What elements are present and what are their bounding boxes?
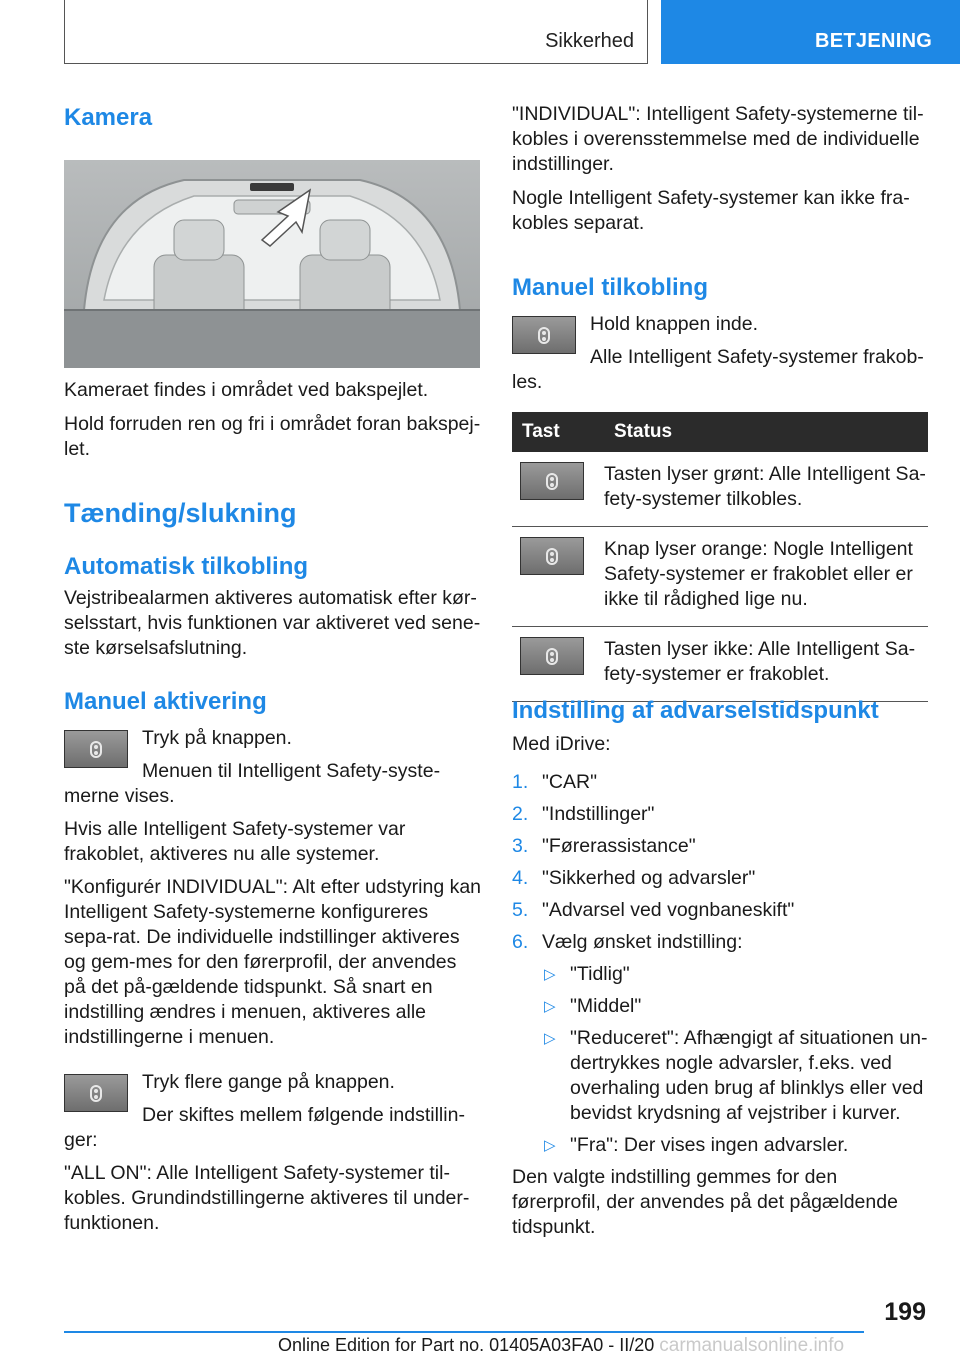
list-item bbox=[512, 770, 928, 795]
manuel-p1: Tryk på knappen. bbox=[142, 727, 292, 749]
manuel-repeat-block bbox=[64, 1070, 482, 1236]
table-row bbox=[512, 452, 928, 527]
list-item bbox=[542, 1133, 928, 1158]
list-item bbox=[512, 898, 928, 923]
automatisk-paragraph: Vejstribealarmen aktiveres automatisk efter kør-selsstart, hvis funktionen var aktiveret ved sene-ste kørselsafslutning. bbox=[64, 587, 481, 659]
final-paragraph: Den valgte indstilling gemmes for den førerprofil, der anvendes på det pågældende tidspunkt. bbox=[512, 1166, 898, 1238]
footer-divider bbox=[64, 1331, 864, 1333]
manuel-p4: "Konfigurér INDIVIDUAL": Alt efter udstyring kan Intelligent Safety-systemerne konfigureres sepa-rat. De individuelle indstillinger aktiveres og gem-mes for den førerprofil, der anvendes på det på-gældende tidspunkt. Så snart en indstilling ændres i menuen, aktiveres alle indstillingerne i menuen. bbox=[64, 876, 482, 1048]
safety-icon bbox=[90, 741, 102, 758]
list-item bbox=[512, 834, 928, 859]
camera-location-illustration bbox=[64, 160, 480, 368]
safety-button-image bbox=[520, 462, 584, 500]
manuel-p7: "ALL ON": Alle Intelligent Safety-systemer til-kobles. Grundindstillingerne aktiveres til under-funktionen. bbox=[64, 1162, 470, 1234]
step-number: 2. bbox=[512, 803, 529, 825]
page-number: 199 bbox=[884, 1298, 926, 1326]
idrive-intro: Med iDrive: bbox=[512, 733, 611, 755]
heading-taending: Tænding/slukning bbox=[64, 498, 297, 528]
tilkobling-block bbox=[512, 312, 928, 395]
step-text: "CAR" bbox=[542, 771, 598, 793]
heading-manuel-aktivering: Manuel aktivering bbox=[64, 688, 267, 715]
triangle-bullet-icon: ▷ bbox=[544, 1137, 556, 1154]
option-list bbox=[542, 962, 928, 1158]
kamera-paragraph-1: Kameraet findes i området ved bakspejlet. bbox=[64, 379, 429, 401]
safety-button-image bbox=[512, 316, 576, 354]
manuel-p2: Menuen til Intelligent Safety-syste-merne vises. bbox=[64, 760, 441, 807]
manuel-aktivering-block bbox=[64, 726, 482, 1050]
table-row bbox=[512, 527, 928, 627]
chapter-tab: BETJENING bbox=[661, 0, 960, 64]
heading-indstilling: Indstilling af advarselstidspunkt bbox=[512, 697, 879, 724]
section-title: Sikkerhed bbox=[545, 30, 634, 52]
triangle-bullet-icon: ▷ bbox=[544, 1030, 556, 1047]
list-item bbox=[542, 962, 928, 987]
individual-paragraph: "INDIVIDUAL": Intelligent Safety-systemerne til-kobles i overensstemmelse med de individuelle indstillinger. bbox=[512, 103, 924, 175]
manuel-p6: Der skiftes mellem følgende indstillin-ger: bbox=[64, 1104, 465, 1151]
triangle-bullet-icon: ▷ bbox=[544, 998, 556, 1015]
step-number: 4. bbox=[512, 867, 529, 889]
separat-paragraph: Nogle Intelligent Safety-systemer kan ikke fra-kobles separat. bbox=[512, 187, 910, 234]
step-text: "Indstillinger" bbox=[542, 803, 655, 825]
tilkobling-p1: Hold knappen inde. bbox=[590, 313, 759, 335]
settings-steps-list bbox=[512, 770, 928, 1165]
edition-text: Online Edition for Part no. 01405A03FA0 - II/20 bbox=[278, 1335, 655, 1355]
heading-kamera: Kamera bbox=[64, 104, 153, 131]
safety-button-image bbox=[520, 537, 584, 575]
list-item bbox=[542, 994, 928, 1019]
option-text: "Tidlig" bbox=[570, 963, 630, 985]
safety-button-image bbox=[64, 730, 128, 768]
safety-button-image bbox=[520, 637, 584, 675]
option-text: "Middel" bbox=[570, 995, 642, 1017]
footer-text bbox=[278, 1335, 844, 1357]
step-text: Vælg ønsket indstilling: bbox=[542, 931, 743, 953]
table-cell-button bbox=[512, 627, 604, 702]
tilkobling-p2: Alle Intelligent Safety-systemer frakob-les. bbox=[512, 346, 924, 393]
table-cell-status: Tasten lyser grønt: Alle Intelligent Sa-fety-systemer tilkobles. bbox=[604, 452, 928, 527]
safety-icon bbox=[546, 548, 558, 565]
manuel-p5: Tryk flere gange på knappen. bbox=[142, 1071, 395, 1093]
step-text: "Sikkerhed og advarsler" bbox=[542, 867, 756, 889]
table-row bbox=[512, 627, 928, 702]
list-item bbox=[512, 930, 928, 1158]
table-cell-status: Tasten lyser ikke: Alle Intelligent Sa-fety-systemer er frakoblet. bbox=[604, 627, 928, 702]
step-number: 6. bbox=[512, 931, 529, 953]
safety-button-image bbox=[64, 1074, 128, 1112]
list-item bbox=[512, 866, 928, 891]
watermark-text: carmanualsonline.info bbox=[659, 1335, 845, 1356]
step-text: "Advarsel ved vognbaneskift" bbox=[542, 899, 795, 921]
triangle-bullet-icon: ▷ bbox=[544, 966, 556, 983]
list-item bbox=[542, 1026, 928, 1126]
safety-icon bbox=[546, 473, 558, 490]
kamera-paragraph-2: Hold forruden ren og fri i området foran bakspej-let. bbox=[64, 413, 481, 460]
step-text: "Førerassistance" bbox=[542, 835, 696, 857]
step-number: 1. bbox=[512, 771, 529, 793]
list-item bbox=[512, 802, 928, 827]
table-cell-button bbox=[512, 452, 604, 527]
safety-icon bbox=[538, 327, 550, 344]
table-cell-button bbox=[512, 527, 604, 627]
option-text: "Fra": Der vises ingen advarsler. bbox=[570, 1134, 849, 1156]
option-text: "Reduceret": Afhængigt af situationen un-dertrykkes nogle advarsler, f.eks. ved overhaling uden brug af blinklys eller ved bevidst krydsning af vejstriber i kurver. bbox=[570, 1027, 928, 1124]
heading-automatisk: Automatisk tilkobling bbox=[64, 553, 309, 580]
safety-icon bbox=[90, 1085, 102, 1102]
status-table bbox=[512, 412, 928, 702]
manuel-p3: Hvis alle Intelligent Safety-systemer var frakoblet, aktiveres nu alle systemer. bbox=[64, 818, 406, 865]
step-number: 5. bbox=[512, 899, 529, 921]
safety-icon bbox=[546, 648, 558, 665]
table-header-status: Status bbox=[604, 412, 928, 452]
step-number: 3. bbox=[512, 835, 529, 857]
table-cell-status: Knap lyser orange: Nogle Intelligent Safety-systemer er frakoblet eller er ikke til rådighed lige nu. bbox=[604, 527, 928, 627]
heading-manuel-tilkobling: Manuel tilkobling bbox=[512, 274, 708, 301]
table-header-row bbox=[512, 412, 928, 452]
table-header-tast: Tast bbox=[512, 412, 604, 452]
